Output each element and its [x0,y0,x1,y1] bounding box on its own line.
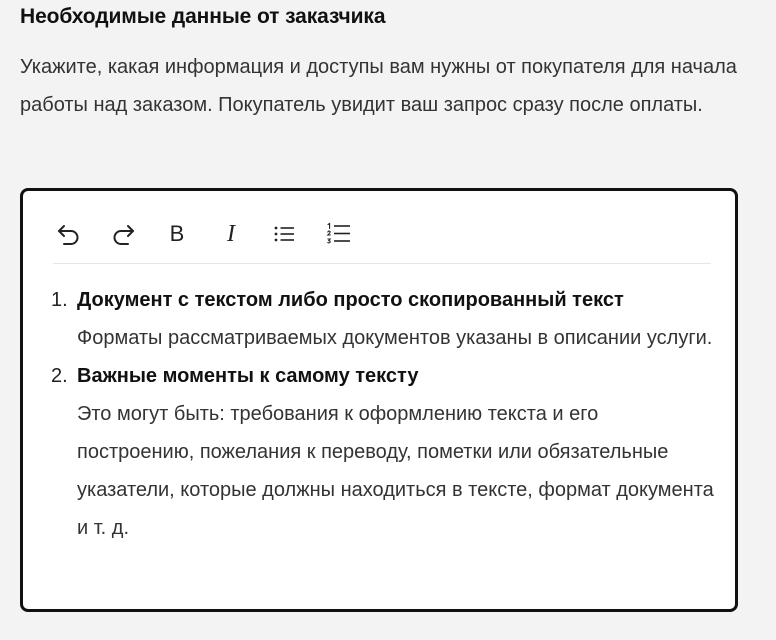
rich-text-editor[interactable] [20,188,738,612]
bullet-list-button[interactable] [269,218,301,250]
list-item-number: 1. [51,289,68,311]
list-item-text: Форматы рассматриваемых документов указаны в описании услуги. [77,327,713,349]
requirements-section [20,0,750,539]
bold-icon: B [169,221,185,246]
redo-icon [110,223,136,245]
list-item-title: Документ с текстом либо просто скопированный текст [77,289,624,311]
list-item-title: Важные моменты к самому тексту [77,365,419,387]
numbered-list [51,281,721,547]
list-item-text: Это могут быть: требования к оформлению текста и его построению, пожелания к переводу, пометки или обязательные указатели, которые должны находиться в тексте, формат документа и т. д. [77,403,714,539]
bullet-list-icon [273,224,297,244]
undo-icon [56,223,82,245]
list-item-number: 2. [51,365,68,387]
numbered-list-button[interactable] [323,218,355,250]
editor-toolbar [53,205,711,264]
redo-button[interactable] [107,218,139,250]
italic-button[interactable] [215,218,247,250]
list-item [51,357,721,547]
numbered-list-icon [326,222,352,246]
italic-icon: I [227,221,235,247]
section-description: Укажите, какая информация и доступы вам нужны от покупателя для начала работы над заказом. Покупатель увидит ваш запрос сразу после оплаты. [20,56,737,116]
bold-button[interactable] [161,218,193,250]
undo-button[interactable] [53,218,85,250]
list-item [51,281,721,357]
section-title: Необходимые данные от заказчика [20,5,386,28]
editor-content[interactable] [51,281,721,547]
